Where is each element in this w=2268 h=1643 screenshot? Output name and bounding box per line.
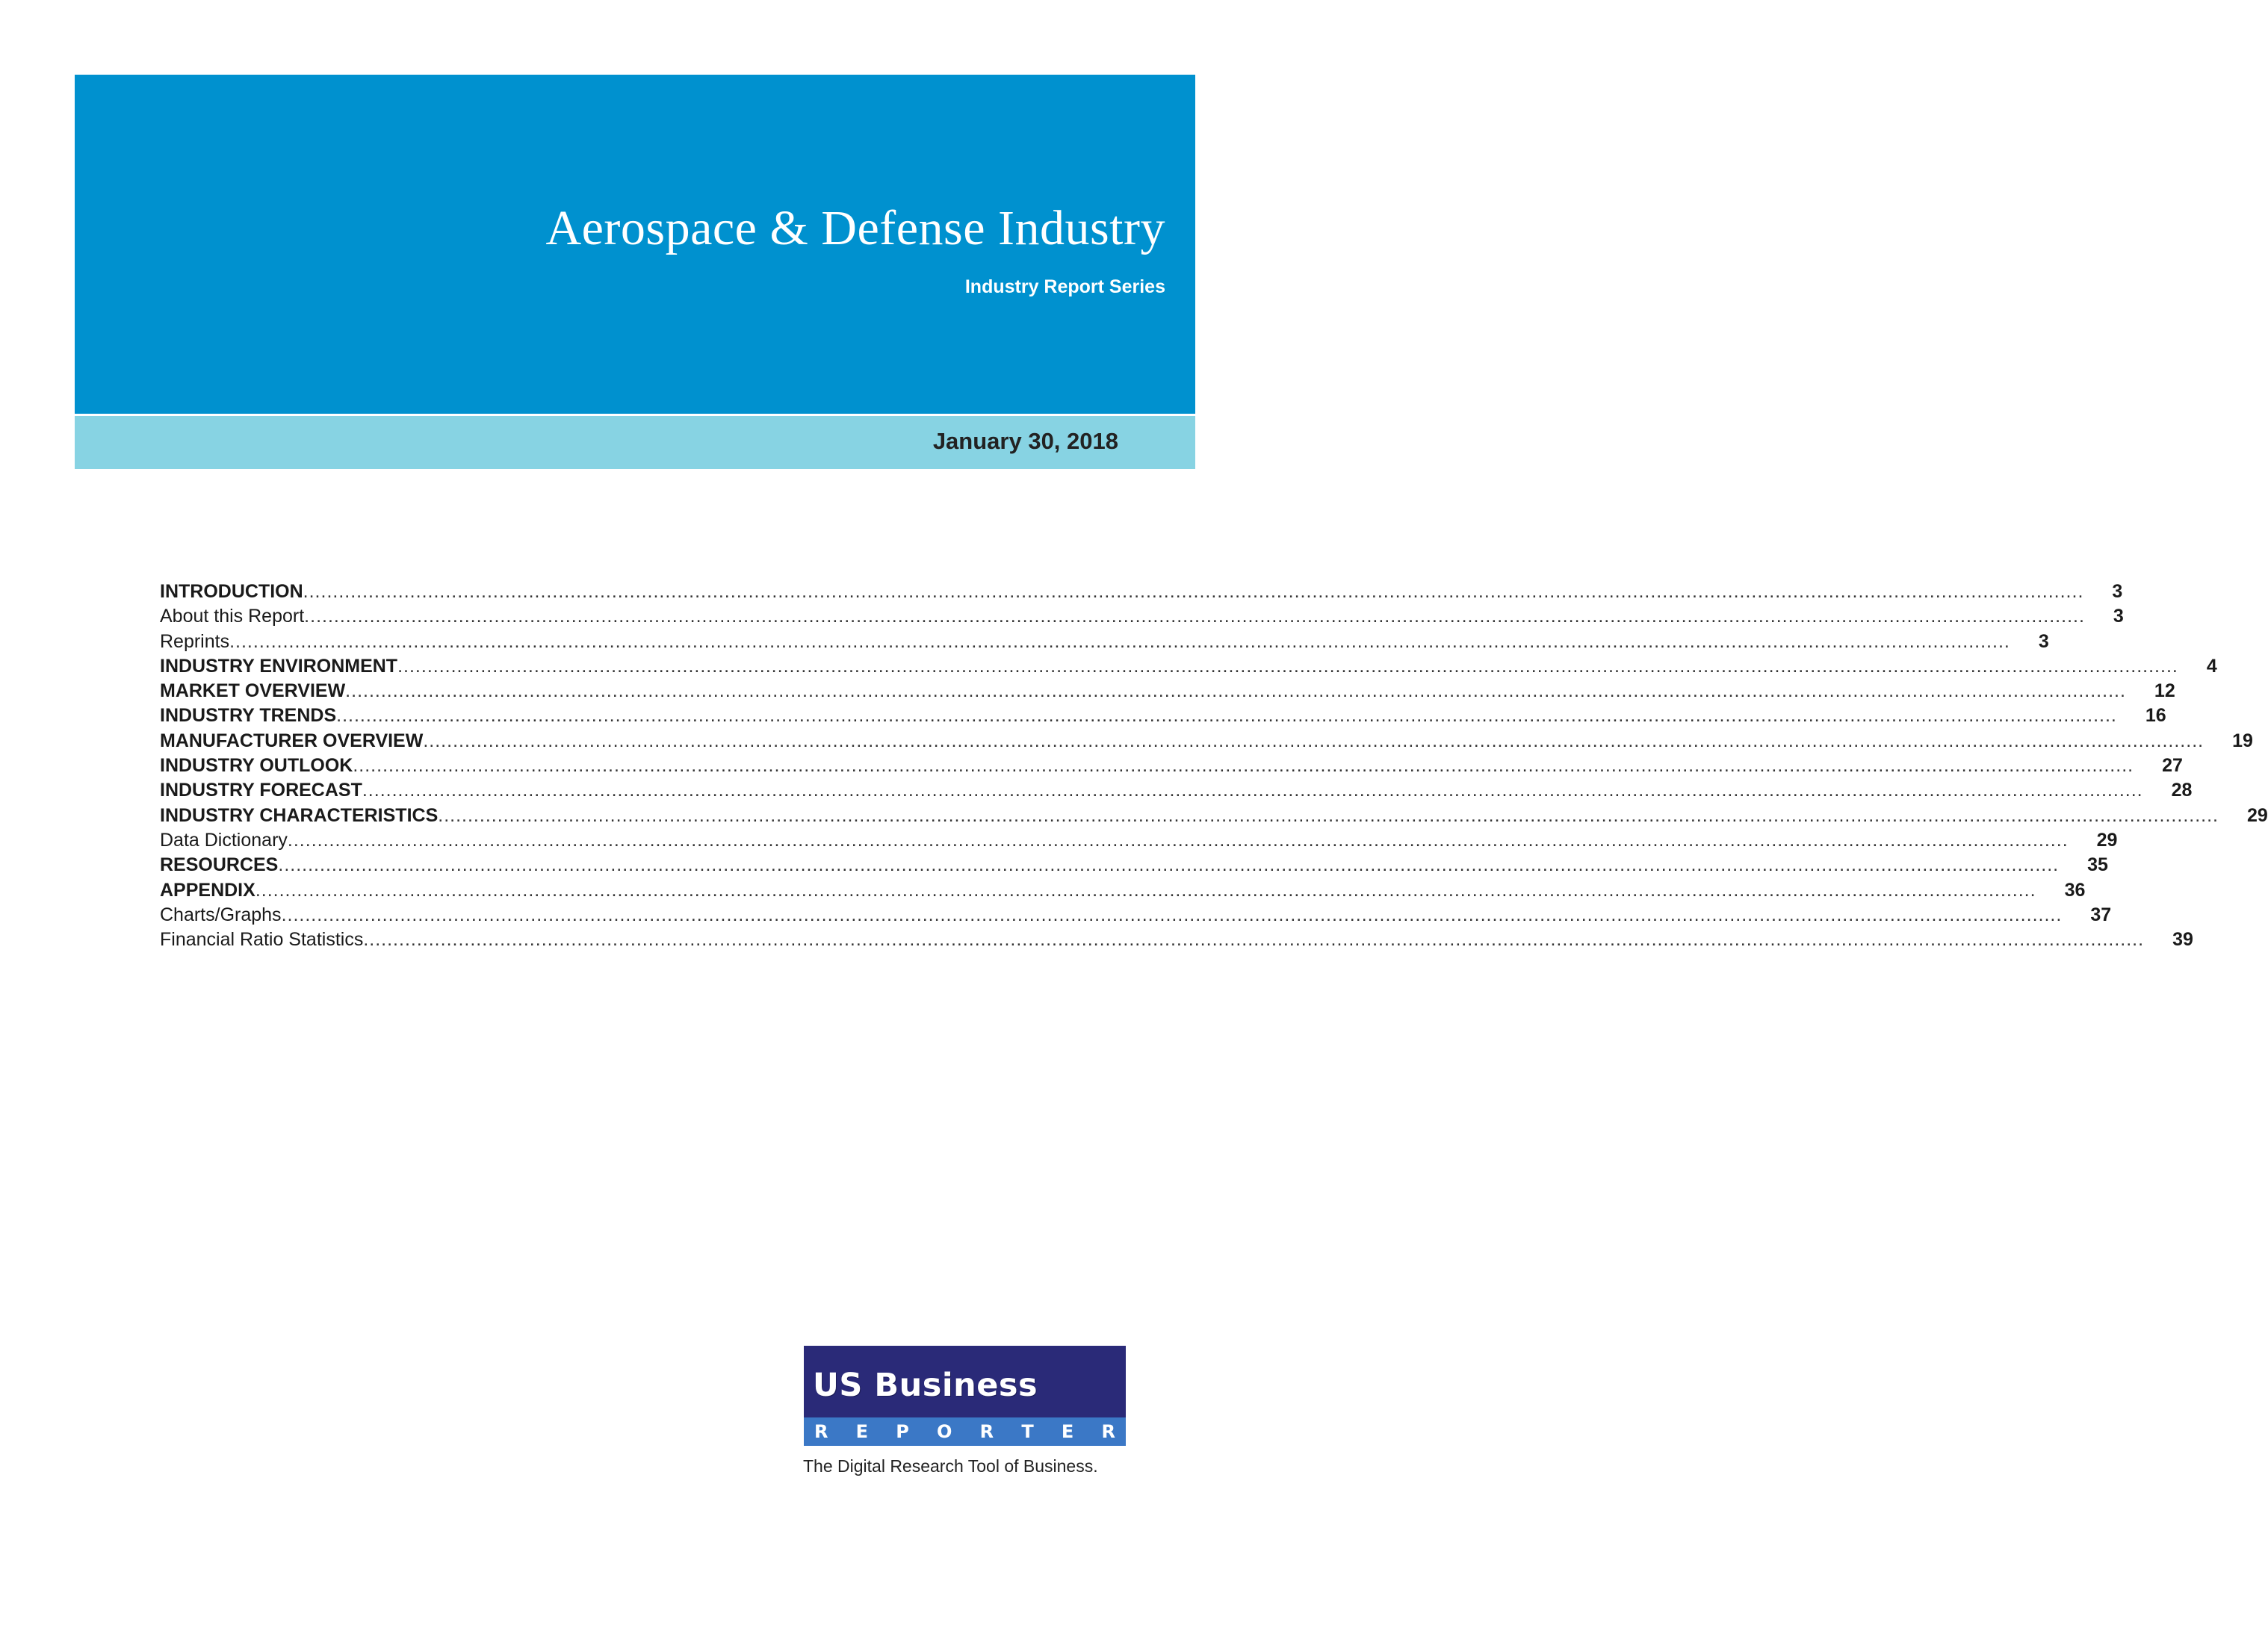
toc-entry-page: 19 [2232, 730, 2253, 751]
toc-entry-page: 28 [2171, 780, 2193, 801]
logo-strip-letter: R [814, 1421, 828, 1442]
toc-dot-leader: ............................................................................................................................................................................................................................................................................................................ [278, 854, 2060, 876]
toc-entry-label: MANUFACTURER OVERVIEW [160, 730, 424, 751]
toc-dot-leader: ............................................................................................................................................................................................................................................................................................................ [423, 730, 2205, 751]
toc-dot-leader: ............................................................................................................................................................................................................................................................................................................ [287, 829, 2069, 851]
toc-dot-leader: ............................................................................................................................................................................................................................................................................................................ [345, 680, 2126, 702]
toc-entry[interactable] [160, 878, 2086, 903]
toc-entry-label: INDUSTRY OUTLOOK [160, 755, 353, 777]
toc-entry[interactable] [160, 903, 2112, 928]
logo-strip-letter: R [979, 1421, 994, 1442]
toc-entry[interactable] [160, 804, 2268, 828]
logo-strip-letter: O [937, 1421, 952, 1442]
us-business-reporter-logo [804, 1346, 1126, 1446]
toc-entry[interactable] [160, 828, 2118, 853]
toc-dot-leader: ............................................................................................................................................................................................................................................................................................................ [304, 606, 2085, 627]
toc-entry-label: Charts/Graphs [160, 904, 282, 925]
toc-entry[interactable] [160, 729, 2253, 754]
toc-entry-page: 29 [2247, 804, 2268, 826]
toc-entry-page: 39 [2172, 929, 2193, 951]
toc-dot-leader: ............................................................................................................................................................................................................................................................................................................ [229, 630, 2010, 652]
toc-entry[interactable] [160, 580, 2123, 604]
toc-entry-label: APPENDIX [160, 879, 255, 901]
logo-strip-letter: R [1101, 1421, 1115, 1442]
toc-entry-label: RESOURCES [160, 854, 279, 876]
toc-entry-label: INDUSTRY CHARACTERISTICS [160, 804, 439, 826]
toc-entry[interactable] [160, 754, 2183, 778]
toc-dot-leader: ............................................................................................................................................................................................................................................................................................................ [397, 655, 2178, 677]
toc-dot-leader: ............................................................................................................................................................................................................................................................................................................ [303, 581, 2084, 602]
logo-wordmark: US Business [813, 1367, 1038, 1404]
header-banner [75, 75, 1195, 414]
table-of-contents [160, 580, 2268, 952]
toc-entry-page: 36 [2064, 879, 2086, 901]
logo-reporter-strip [804, 1417, 1126, 1446]
toc-entry-page: 37 [2090, 904, 2112, 925]
toc-entry[interactable] [160, 679, 2175, 704]
toc-entry-label: INDUSTRY TRENDS [160, 705, 337, 727]
report-subtitle: Industry Report Series [964, 276, 1165, 297]
toc-dot-leader: ............................................................................................................................................................................................................................................................................................................ [336, 705, 2117, 727]
toc-dot-leader: ............................................................................................................................................................................................................................................................................................................ [438, 804, 2219, 826]
toc-entry-label: INDUSTRY ENVIRONMENT [160, 655, 398, 677]
toc-entry[interactable] [160, 778, 2193, 803]
logo-strip-letter: E [855, 1421, 869, 1442]
logo-tagline: The Digital Research Tool of Business. [803, 1456, 1098, 1476]
toc-entry-page: 35 [2087, 854, 2108, 876]
toc-entry[interactable] [160, 928, 2193, 952]
toc-entry-label: Financial Ratio Statistics [160, 929, 364, 951]
toc-entry-page: 3 [2112, 581, 2123, 602]
toc-entry[interactable] [160, 654, 2217, 679]
logo-strip-letter: E [1061, 1421, 1074, 1442]
toc-entry-label: Data Dictionary [160, 829, 288, 851]
toc-entry-label: MARKET OVERVIEW [160, 680, 346, 702]
toc-entry[interactable] [160, 704, 2166, 728]
toc-dot-leader: ............................................................................................................................................................................................................................................................................................................ [363, 929, 2145, 951]
toc-entry-page: 12 [2154, 680, 2175, 702]
logo-strip-letter: T [1021, 1421, 1034, 1442]
date-band [75, 416, 1195, 469]
toc-entry-page: 16 [2145, 705, 2166, 727]
toc-entry-page: 29 [2096, 829, 2118, 851]
toc-entry-label: INDUSTRY FORECAST [160, 780, 362, 801]
report-date: January 30, 2018 [932, 428, 1118, 454]
toc-entry[interactable] [160, 853, 2108, 878]
toc-entry[interactable] [160, 630, 2049, 654]
report-title: Aerospace & Defense Industry [545, 201, 1165, 255]
toc-dot-leader: ............................................................................................................................................................................................................................................................................................................ [362, 780, 2143, 801]
logo-strip-letter: P [896, 1421, 909, 1442]
toc-entry-page: 3 [2038, 630, 2049, 652]
toc-entry-label: INTRODUCTION [160, 581, 303, 602]
toc-entry-page: 4 [2206, 655, 2217, 677]
toc-entry-label: About this Report [160, 606, 305, 627]
toc-dot-leader: ............................................................................................................................................................................................................................................................................................................ [255, 879, 2036, 901]
toc-entry-page: 27 [2162, 755, 2183, 777]
toc-entry-page: 3 [2113, 606, 2124, 627]
toc-dot-leader: ............................................................................................................................................................................................................................................................................................................ [281, 904, 2063, 925]
toc-entry-label: Reprints [160, 630, 230, 652]
toc-dot-leader: ............................................................................................................................................................................................................................................................................................................ [353, 755, 2134, 777]
toc-entry[interactable] [160, 604, 2124, 629]
